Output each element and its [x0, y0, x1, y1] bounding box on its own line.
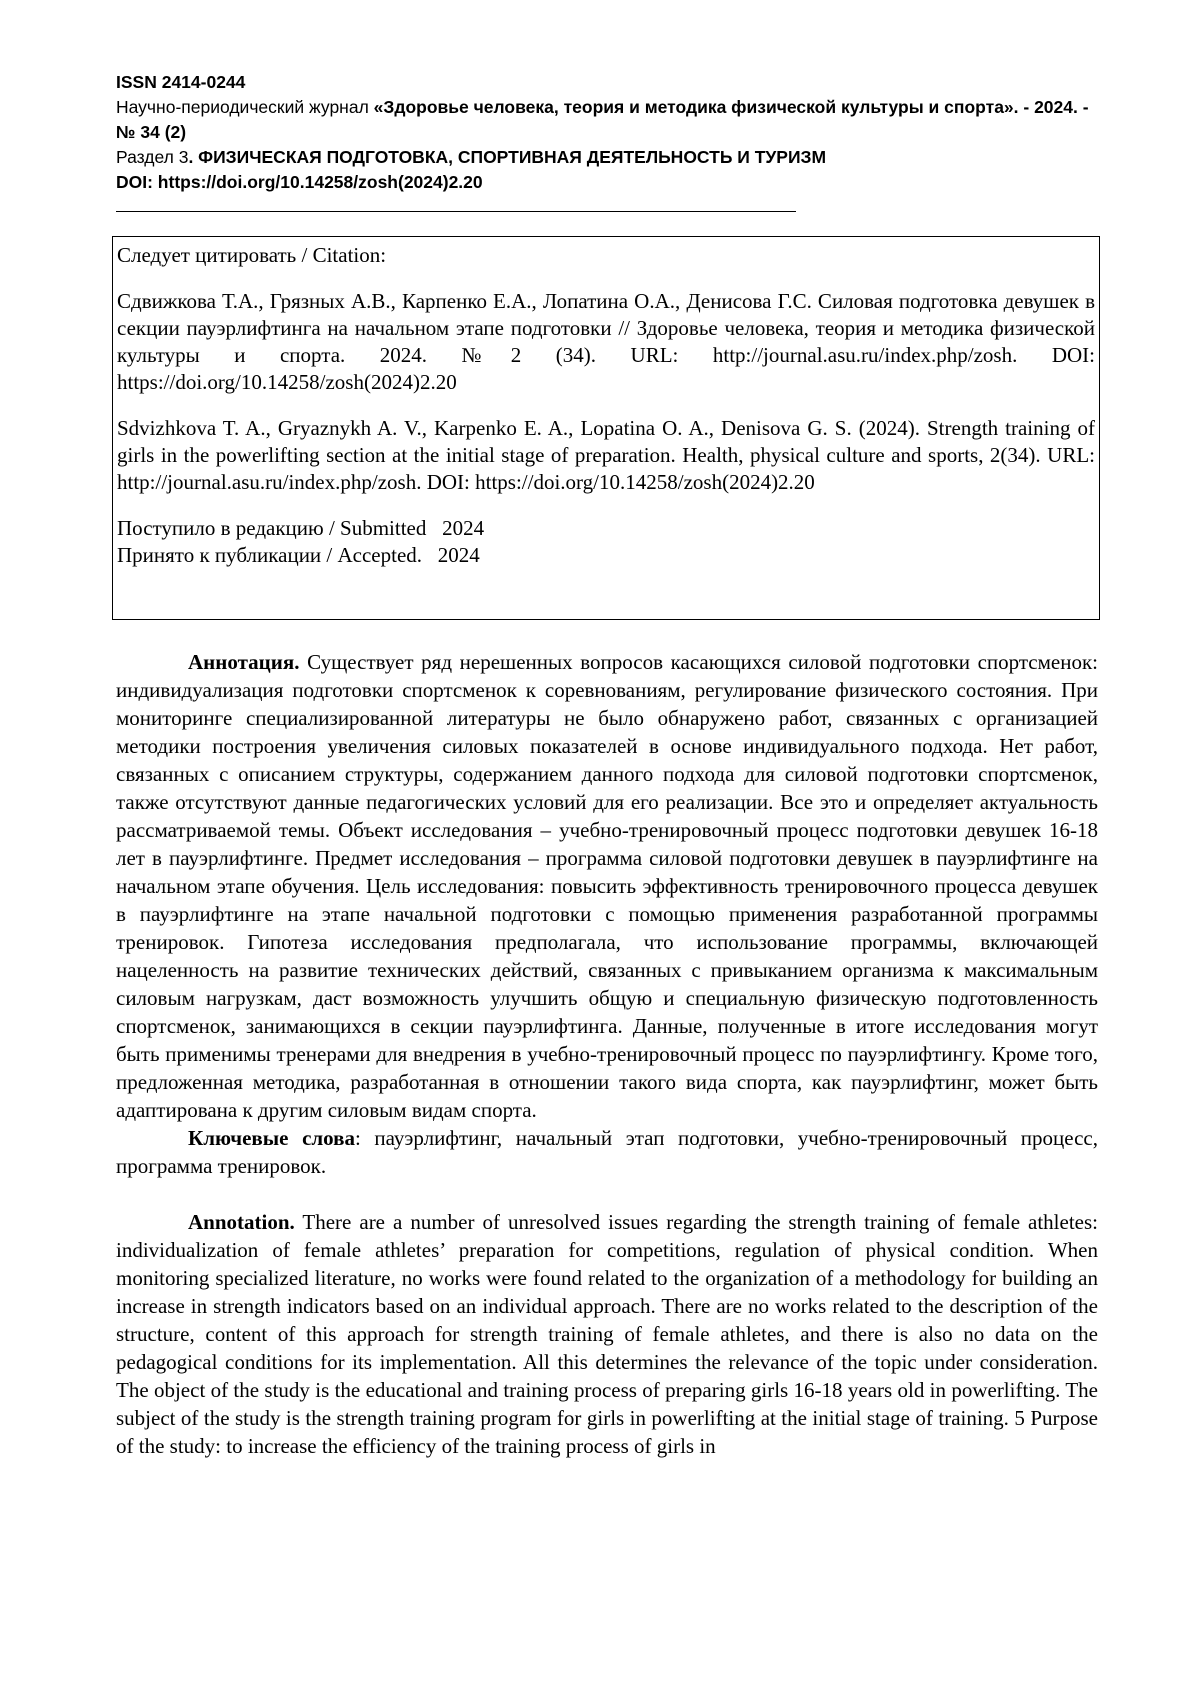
- keywords-ru: [116, 1124, 1098, 1180]
- journal-page: [116, 70, 1098, 1458]
- abstract-en-label: Annotation.: [188, 1210, 295, 1234]
- header-rule: [116, 211, 796, 212]
- section-title: . ФИЗИЧЕСКАЯ ПОДГОТОВКА, СПОРТИВНАЯ ДЕЯТЕЛЬНОСТЬ И ТУРИЗМ: [188, 147, 827, 167]
- issn: ISSN 2414-0244: [116, 72, 246, 92]
- keywords-ru-text: : пауэрлифтинг, начальный этап подготовки, учебно-тренировочный процесс, программа тренировок.: [116, 1126, 1098, 1178]
- abstract-ru: [116, 648, 1098, 1124]
- journal-prefix: Научно-периодический журнал: [116, 97, 374, 117]
- abstract-en: [116, 1208, 1098, 1460]
- doi-line: DOI: https://doi.org/10.14258/zosh(2024)2.20: [116, 172, 483, 192]
- accepted-date: Принято к публикации / Accepted. 2024: [117, 543, 480, 567]
- journal-header: [116, 70, 1098, 212]
- citation-box: [112, 236, 1100, 620]
- submitted-date: Поступило в редакцию / Submitted 2024: [117, 516, 485, 540]
- article-body: [116, 648, 1098, 1460]
- citation-ru: Сдвижкова Т.А., Грязных А.В., Карпенко Е.А., Лопатина О.А., Денисова Г.С. Силовая подготовка девушек в секции пауэрлифтинга на начальном этапе подготовки // Здоровье человека, теория и методика физической культуры и спорта. 2024. №2 (34). URL: http://journal.asu.ru/index.php/zosh. DOI: https://doi.org/10.14258/zosh(2024)2.20: [117, 289, 1095, 394]
- citation-en: Sdvizhkova T. A., Gryaznykh A. V., Karpenko E. A., Lopatina O. A., Denisova G. S. (2024). Strength training of girls in the powerlifting section at the initial stage of preparation. Health, physical culture and sports, 2(34). URL: http://journal.asu.ru/index.php/zosh. DOI: https://doi.org/10.14258/zosh(2024)2.20: [117, 416, 1095, 494]
- abstract-ru-text: Существует ряд нерешенных вопросов касающихся силовой подготовки спортсменок: индивидуализация подготовки спортсменок к соревнованиям, регулирование физического состояния. При мониторинге специализированной литературы не было обнаружено работ, связанных с организацией методики построения увеличения силовых показателей в основе индивидуального подхода. Нет работ, связанных с описанием структуры, содержанием данного подхода для силовой подготовки спортсменок, также отсутствуют данные педагогических условий для его реализации. Все это и определяет актуальность рассматриваемой темы. Объект исследования – учебно-тренировочный процесс подготовки девушек 16-18 лет в пауэрлифтинге. Предмет исследования – программа силовой подготовки девушек в пауэрлифтинге на начальном этапе обучения. Цель исследования: повысить эффективность тренировочного процесса девушек в пауэрлифтинге на этапе начальной подготовки с помощью применения разработанной программы тренировок. Гипотеза исследования предполагала, что использование программы, включающей нацеленность на развитие технических действий, связанных с привыканием организма к максимальным силовым нагрузкам, даст возможность улучшить общую и специальную физическую подготовленность спортсменок, занимающихся в секции пауэрлифтинга. Данные, полученные в итоге исследования могут быть применимы тренерами для внедрения в учебно-тренировочный процесс по пауэрлифтингу. Кроме того, предложенная методика, разработанная в отношении такого вида спорта, как пауэрлифтинг, может быть адаптирована к другим силовым видам спорта.: [116, 650, 1098, 1122]
- keywords-ru-label: Ключевые слова: [188, 1126, 355, 1150]
- abstract-ru-label: Аннотация.: [188, 650, 300, 674]
- journal-title: «Здоровье человека, теория и методика физической культуры и спорта». - 2024. - № 34 (2): [116, 97, 1089, 142]
- citation-heading: Следует цитировать / Citation:: [117, 243, 387, 267]
- section-prefix: Раздел 3: [116, 147, 189, 167]
- abstract-en-text: There are a number of unresolved issues regarding the strength training of female athletes: individualization of female athletes’ preparation for competitions, regulation of physical condition. When monitoring specialized literature, no works were found related to the organization of a methodology for building an increase in strength indicators based on an individual approach. There are no works related to the description of the structure, content of this approach for strength training of female athletes, and there is also no data on the pedagogical conditions for its implementation. All this determines the relevance of the topic under consideration. The object of the study is the educational and training process of preparing girls 16-18 years old in powerlifting. The subject of the study is the strength training program for girls in powerlifting at the initial stage of training. 5 Purpose of the study: to increase the efficiency of the training process of girls in: [116, 1210, 1098, 1458]
